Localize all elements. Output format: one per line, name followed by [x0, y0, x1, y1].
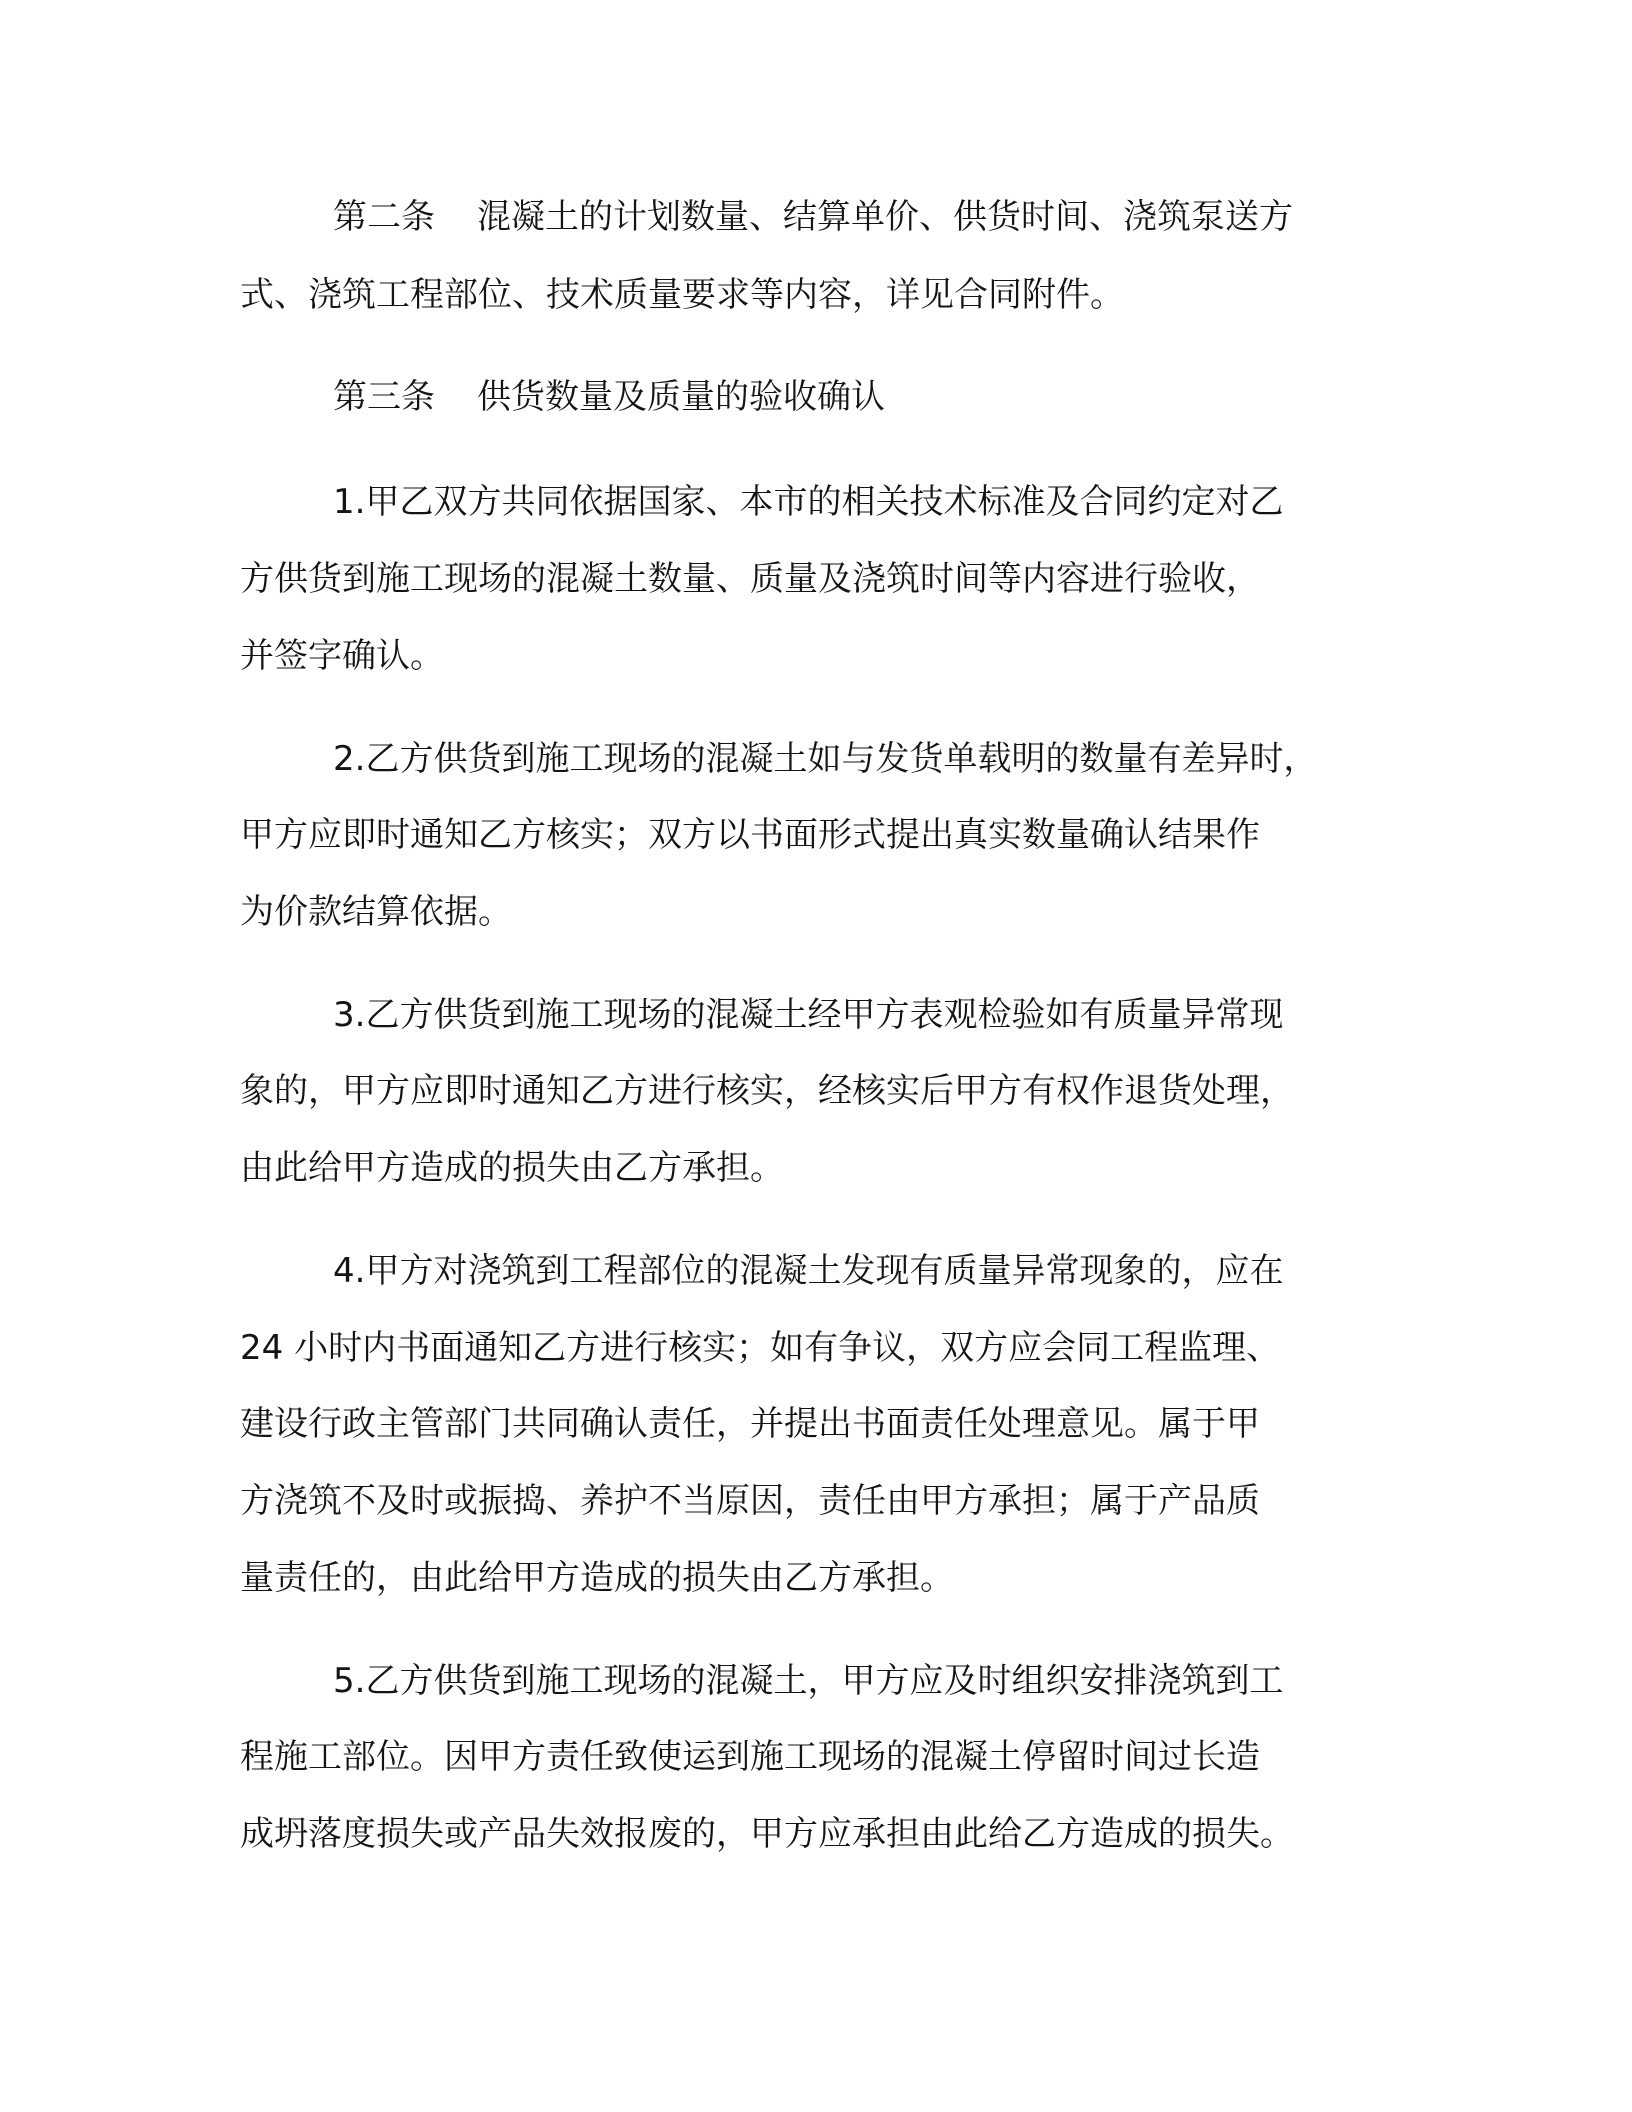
clause-3-line-2: 象的，甲方应即时通知乙方进行核实，经核实后甲方有权作退货处理，	[240, 1071, 1294, 1111]
clause-3-line-1: 3.乙方供货到施工现场的混凝土经甲方表观检验如有质量异常现	[333, 995, 1284, 1035]
clause-2-line-2: 甲方应即时通知乙方核实；双方以书面形式提出真实数量确认结果作	[240, 815, 1260, 855]
article-3-title: 供货数量及质量的验收确认	[477, 377, 885, 417]
article-2-line-1	[333, 194, 1293, 240]
clause-4-line-1: 4.甲方对浇筑到工程部位的混凝土发现有质量异常现象的，应在	[333, 1251, 1284, 1291]
clause-3-line-3: 由此给甲方造成的损失由乙方承担。	[240, 1148, 784, 1188]
clause-1-line-1: 1.甲乙双方共同依据国家、本市的相关技术标准及合同约定对乙	[333, 482, 1284, 522]
clause-2-line-3: 为价款结算依据。	[240, 892, 512, 932]
clause-4-line-2: 24 小时内书面通知乙方进行核实；如有争议，双方应会同工程监理、	[240, 1328, 1281, 1368]
clause-5-line-3: 成坍落度损失或产品失效报废的，甲方应承担由此给乙方造成的损失。	[240, 1814, 1294, 1854]
clause-2-line-1: 2.乙方供货到施工现场的混凝土如与发货单载明的数量有差异时，	[333, 739, 1318, 779]
clause-5-line-2: 程施工部位。因甲方责任致使运到施工现场的混凝土停留时间过长造	[240, 1737, 1260, 1777]
clause-4-line-4: 方浇筑不及时或振捣、养护不当原因，责任由甲方承担；属于产品质	[240, 1481, 1260, 1521]
article-2-heading: 第二条	[333, 197, 435, 237]
clause-1-line-3: 并签字确认。	[240, 636, 444, 676]
article-3-heading: 第三条	[333, 377, 435, 417]
clause-5-line-1: 5.乙方供货到施工现场的混凝土，甲方应及时组织安排浇筑到工	[333, 1661, 1284, 1701]
clause-1-line-2: 方供货到施工现场的混凝土数量、质量及浇筑时间等内容进行验收，	[240, 559, 1260, 599]
clause-4-line-5: 量责任的，由此给甲方造成的损失由乙方承担。	[240, 1558, 954, 1598]
article-2-line-2: 式、浇筑工程部位、技术质量要求等内容，详见合同附件。	[240, 275, 1124, 315]
article-3-heading-line	[333, 374, 885, 420]
clause-4-line-3: 建设行政主管部门共同确认责任，并提出书面责任处理意见。属于甲	[240, 1404, 1260, 1444]
article-2-text-1: 混凝土的计划数量、结算单价、供货时间、浇筑泵送方	[477, 197, 1293, 237]
